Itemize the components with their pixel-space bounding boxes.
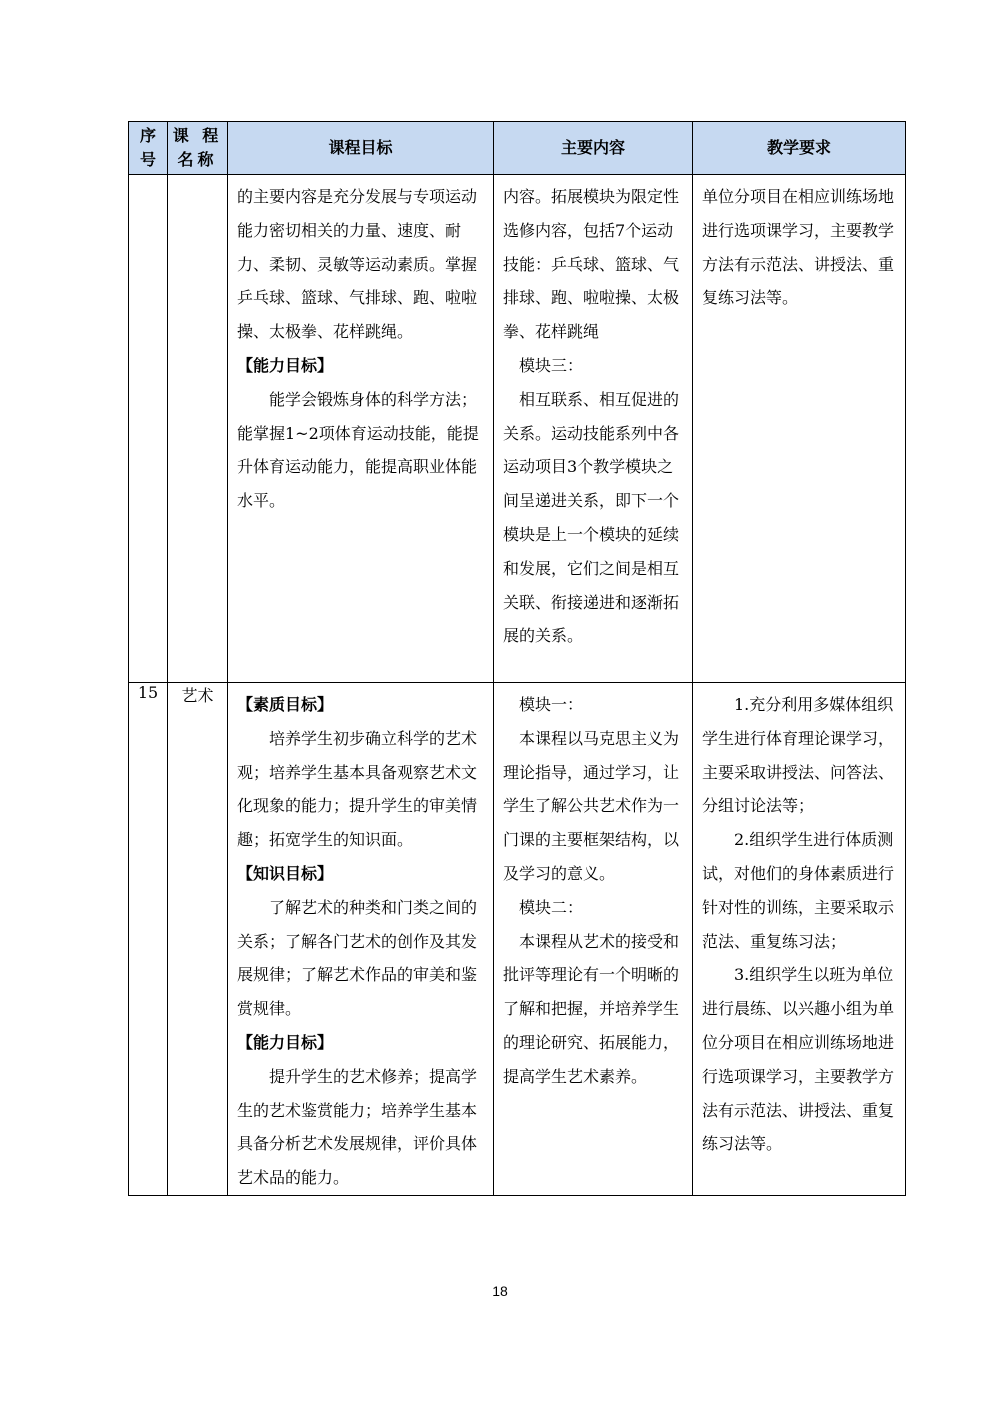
- paragraph: 本课程从艺术的接受和批评等理论有一个明晰的了解和把握，并培养学生的理论研究、拓展能力，提高学生艺术素养。: [503, 931, 680, 1086]
- header-course-goals: 课程目标: [228, 122, 494, 175]
- cell-teaching-requirements: [693, 683, 906, 1196]
- cell-course-goals: [228, 175, 494, 683]
- course-table: [128, 121, 906, 1196]
- cell-main-content: [494, 175, 693, 683]
- cell-main-content: [494, 683, 693, 1196]
- table-row: [129, 683, 906, 1196]
- paragraph: 了解艺术的种类和门类之间的关系；了解各门艺术的创作及其发展规律；了解艺术作品的审美和鉴赏规律。: [237, 897, 478, 1019]
- cell-serial-number-empty: [129, 175, 168, 683]
- paragraph: 能学会锻炼身体的科学方法；能掌握1~2项体育运动技能，能提升体育运动能力，能提高职业体能水平。: [237, 389, 479, 511]
- cell-course-goals: [228, 683, 494, 1196]
- cell-course-name-empty: [168, 175, 228, 683]
- paragraph: 内容。拓展模块为限定性选修内容，包括7个运动技能：乒乓球、篮球、气排球、跑、啦啦操、太极拳、花样跳绳: [503, 187, 680, 342]
- header-main-content: 主要内容: [494, 122, 693, 175]
- header-serial-number: 序 号: [129, 122, 168, 175]
- section-heading: 【知识目标】: [237, 863, 334, 883]
- cell-teaching-requirements: [693, 175, 906, 683]
- section-heading: 【素质目标】: [237, 695, 334, 714]
- page-number: 18: [492, 1283, 508, 1299]
- section-heading: 【能力目标】: [237, 355, 334, 375]
- section-heading: 【能力目标】: [237, 1032, 334, 1052]
- paragraph: 相互联系、相互促进的关系。运动技能系列中各运动项目3个教学模块之间呈递进关系，即下一个模块是上一个模块的延续和发展，它们之间是相互关联、衔接递进和逐渐拓展的关系。: [503, 389, 680, 646]
- table-row-continued: [129, 175, 906, 683]
- paragraph: 2.组织学生进行体质测试，对他们的身体素质进行针对性的训练，主要采取示范法、重复练习法；: [702, 830, 895, 951]
- header-course-name: 课 程 名称: [168, 122, 228, 175]
- paragraph: 模块三：: [519, 355, 584, 375]
- paragraph: 模块二：: [519, 897, 584, 917]
- cell-serial-number: 15: [129, 683, 168, 1196]
- header-teaching-requirements: 教学要求: [693, 122, 906, 175]
- paragraph: 本课程以马克思主义为理论指导，通过学习，让学生了解公共艺术作为一门课的主要框架结构，以及学习的意义。: [503, 728, 680, 883]
- paragraph: 提升学生的艺术修养；提高学生的艺术鉴赏能力；培养学生基本具备分析艺术发展规律，评价具体艺术品的能力。: [237, 1066, 478, 1188]
- paragraph: 培养学生初步确立科学的艺术观；培养学生基本具备观察艺术文化现象的能力；提升学生的审美情趣；拓宽学生的知识面。: [237, 728, 478, 850]
- cell-course-name: 艺术: [168, 683, 228, 1196]
- table-header-row: [129, 122, 906, 175]
- paragraph: 模块一：: [519, 695, 584, 714]
- paragraph: 3.组织学生以班为单位进行晨练、以兴趣小组为单位分项目在相应训练场地进行选项课学习，主要教学方法有示范法、讲授法、重复练习法等。: [702, 965, 895, 1154]
- paragraph: 单位分项目在相应训练场地进行选项课学习，主要教学方法有示范法、讲授法、重复练习法等。: [702, 187, 895, 308]
- paragraph: 1.充分利用多媒体组织学生进行体育理论课学习，主要采取讲授法、问答法、分组讨论法等；: [702, 695, 895, 816]
- paragraph: 的主要内容是充分发展与专项运动能力密切相关的力量、速度、耐力、柔韧、灵敏等运动素质。掌握乒乓球、篮球、气排球、跑、啦啦操、太极拳、花样跳绳。: [237, 187, 478, 342]
